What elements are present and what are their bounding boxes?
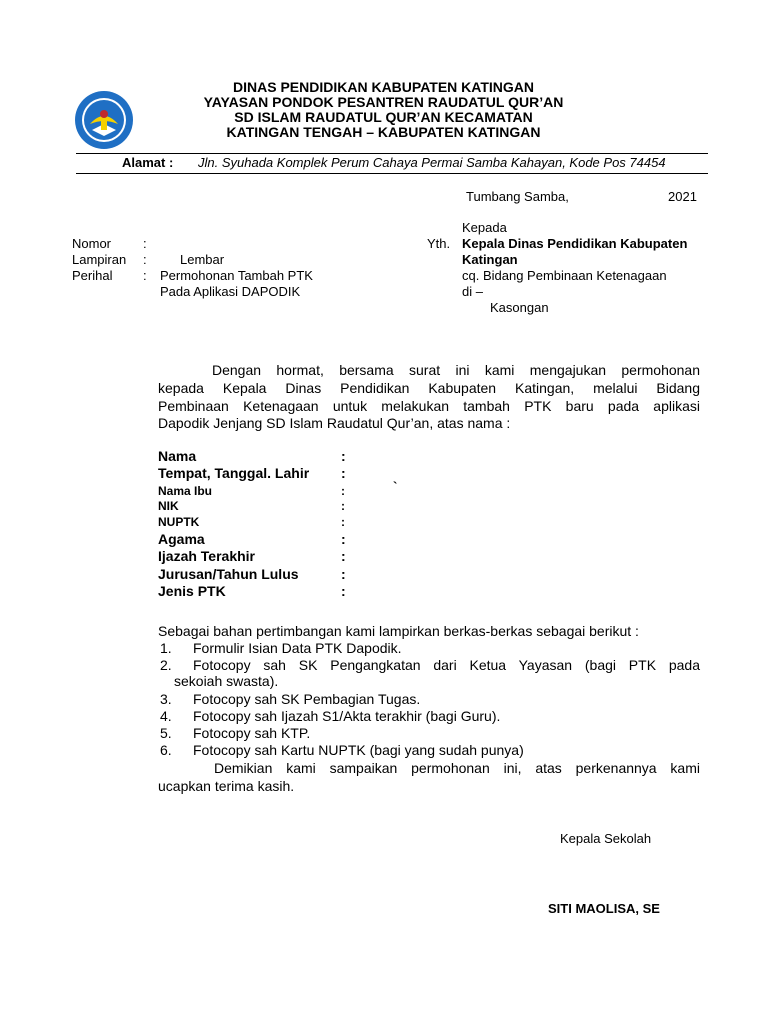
recipient-name-1: Kepala Dinas Pendidikan Kabupaten bbox=[462, 236, 688, 251]
field-ttl: Tempat, Tanggal. Lahir bbox=[158, 465, 310, 481]
yth-label: Yth. bbox=[427, 236, 451, 251]
place: Tumbang Samba, bbox=[466, 189, 569, 204]
letterhead-line-2: YAYASAN PONDOK PESANTREN RAUDATUL QUR’AN bbox=[203, 94, 564, 110]
intro-line-2: kepada Kepala Dinas Pendidikan Kabupaten Katingan, melalui Bidang bbox=[158, 380, 700, 396]
field-nama: Nama bbox=[158, 448, 197, 464]
recipient-di: di – bbox=[462, 284, 483, 299]
field-nuptk: NUPTK bbox=[158, 515, 200, 529]
attachment-item-5: Fotocopy sah KTP. bbox=[193, 725, 311, 741]
address-text: Jln. Syuhada Komplek Perum Cahaya Permai Samba Kahayan, Kode Pos 74454 bbox=[198, 155, 666, 170]
lampiran-label: Lampiran bbox=[72, 252, 127, 267]
intro-line-4: Dapodik Jenjang SD Islam Raudatul Qur’an, atas nama : bbox=[158, 415, 511, 431]
closing-line-2: ucapkan terima kasih. bbox=[158, 778, 295, 794]
recipient-cq: cq. Bidang Pembinaan Ketenagaan bbox=[462, 268, 667, 283]
kepada-label: Kepada bbox=[462, 220, 507, 235]
recipient-name-2: Katingan bbox=[462, 252, 518, 267]
field-nik: NIK bbox=[158, 499, 179, 513]
attachment-number-1: 1. bbox=[160, 640, 172, 656]
field-agama-colon: : bbox=[341, 531, 346, 547]
letterhead-line-1: DINAS PENDIDIKAN KABUPATEN KATINGAN bbox=[233, 79, 534, 95]
field-jenis-colon: : bbox=[341, 583, 346, 599]
attachment-item-2: Fotocopy sah SK Pengangkatan dari Ketua Yayasan (bagi PTK pada bbox=[193, 657, 700, 673]
perihal-colon: : bbox=[143, 268, 147, 283]
attachment-number-4: 4. bbox=[160, 708, 172, 724]
attachment-number-5: 5. bbox=[160, 725, 172, 741]
header-rule-bottom bbox=[76, 173, 708, 174]
attachment-number-2: 2. bbox=[160, 657, 172, 673]
attachment-item-3: Fotocopy sah SK Pembagian Tugas. bbox=[193, 691, 421, 707]
address-label: Alamat : bbox=[122, 155, 174, 170]
closing-line-1: Demikian kami sampaikan permohonan ini, atas perkenannya kami bbox=[214, 760, 700, 776]
perihal-label: Perihal bbox=[72, 268, 113, 283]
field-jenis: Jenis PTK bbox=[158, 583, 226, 599]
field-ijazah-colon: : bbox=[341, 548, 346, 564]
field-ibu: Nama Ibu bbox=[158, 484, 213, 498]
attachments-intro: Sebagai bahan pertimbangan kami lampirkan berkas-berkas sebagai berikut : bbox=[158, 623, 639, 639]
letterhead-line-3: SD ISLAM RAUDATUL QUR’AN KECAMATAN bbox=[234, 109, 533, 125]
attachment-number-6: 6. bbox=[160, 742, 172, 758]
year: 2021 bbox=[668, 189, 697, 204]
lampiran-value: Lembar bbox=[180, 252, 225, 267]
tut-wuri-handayani-logo bbox=[70, 90, 138, 150]
field-ibu-colon: : bbox=[341, 484, 345, 498]
intro-line-3: Pembinaan Ketenagaan untuk melakukan tambah PTK baru pada aplikasi bbox=[158, 398, 700, 414]
field-nuptk-colon: : bbox=[341, 515, 345, 529]
letterhead-line-4: KATINGAN TENGAH – KABUPATEN KATINGAN bbox=[226, 124, 541, 140]
signature-name: SITI MAOLISA, SE bbox=[548, 901, 660, 916]
field-ttl-colon: : bbox=[341, 465, 346, 481]
field-nik-colon: : bbox=[341, 499, 345, 513]
perihal-value-2: Pada Aplikasi DAPODIK bbox=[160, 284, 301, 299]
recipient-city: Kasongan bbox=[490, 300, 549, 315]
nomor-colon: : bbox=[143, 236, 147, 251]
attachment-item-4: Fotocopy sah Ijazah S1/Akta terakhir (bagi Guru). bbox=[193, 708, 501, 724]
stray-mark: ` bbox=[393, 479, 398, 494]
attachment-item-6: Fotocopy sah Kartu NUPTK (bagi yang sudah punya) bbox=[193, 742, 524, 758]
field-jurusan-colon: : bbox=[341, 566, 346, 582]
nomor-label: Nomor bbox=[72, 236, 112, 251]
intro-line-1: Dengan hormat, bersama surat ini kami mengajukan permohonan bbox=[212, 362, 700, 378]
perihal-value-1: Permohonan Tambah PTK bbox=[160, 268, 313, 283]
signature-title: Kepala Sekolah bbox=[560, 831, 652, 846]
field-jurusan: Jurusan/Tahun Lulus bbox=[158, 566, 299, 582]
header-rule-top bbox=[76, 153, 708, 154]
attachment-number-3: 3. bbox=[160, 691, 172, 707]
field-nama-colon: : bbox=[341, 448, 346, 464]
field-agama: Agama bbox=[158, 531, 205, 547]
attachment-item-2-cont: sekoiah swasta). bbox=[174, 673, 279, 689]
field-ijazah: Ijazah Terakhir bbox=[158, 548, 256, 564]
attachment-item-1: Formulir Isian Data PTK Dapodik. bbox=[193, 640, 402, 656]
lampiran-colon: : bbox=[143, 252, 147, 267]
